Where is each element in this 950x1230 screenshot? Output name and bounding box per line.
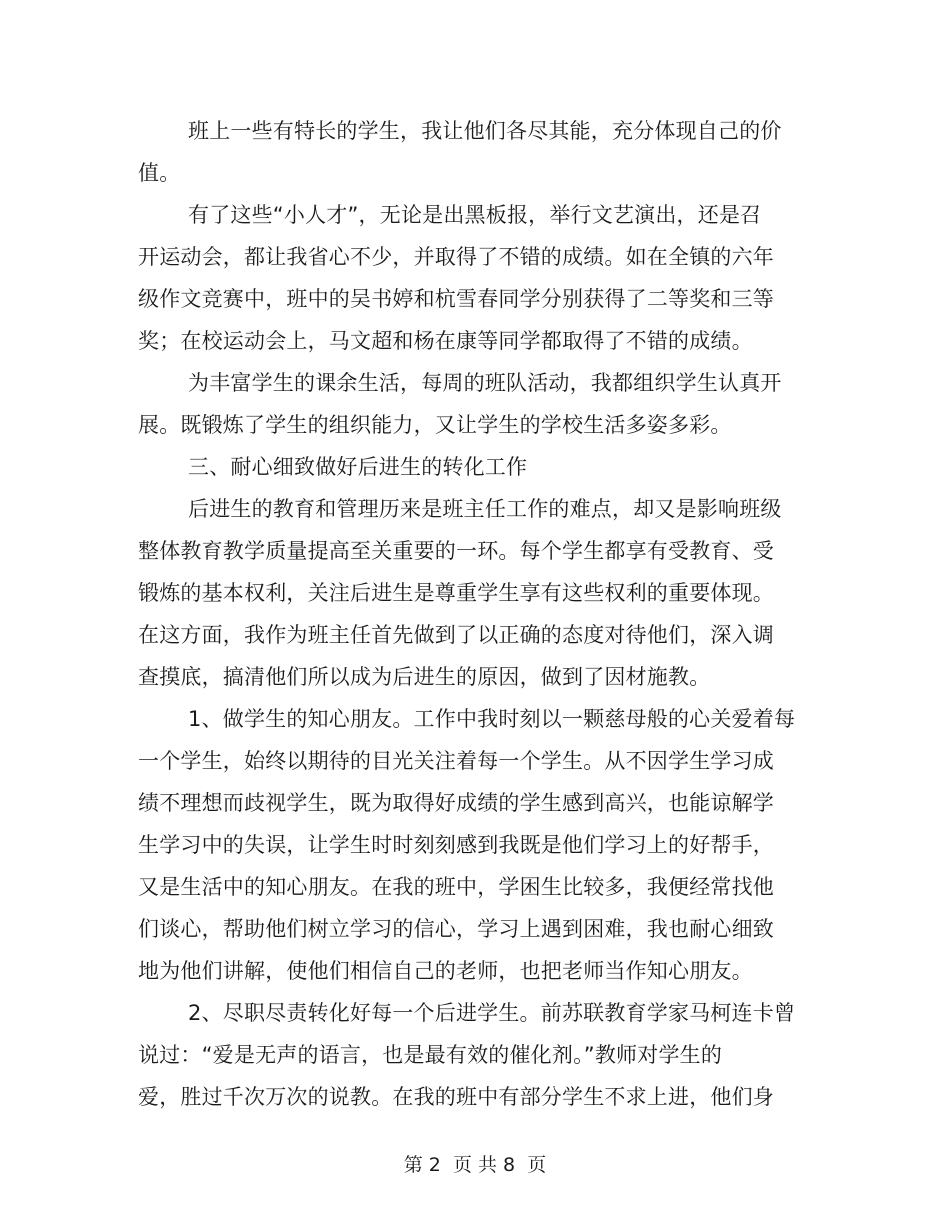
- text-line: 查摸底，搞清他们所以成为后进生的原因，做到了因材施教。: [138, 665, 711, 689]
- text-line: 1、做学生的知心朋友。工作中我时刻以一颗慈母般的心关爱着每: [188, 707, 796, 731]
- text-line: 在这方面，我作为班主任首先做到了以正确的态度对待他们，深入调: [138, 623, 774, 647]
- text-line: 开运动会，都让我省心不少，并取得了不错的成绩。如在全镇的六年: [138, 245, 774, 269]
- text-line: 级作文竞赛中，班中的吴书婷和杭雪春同学分别获得了二等奖和三等: [138, 287, 774, 311]
- text-line: 值。: [138, 161, 181, 185]
- text-line: 绩不理想而歧视学生，既为取得好成绩的学生感到高兴，也能谅解学: [138, 791, 774, 815]
- section-heading: 三、耐心细致做好后进生的转化工作: [188, 455, 528, 479]
- text-line: 生学习中的失误，让学生时时刻刻感到我既是他们学习上的好帮手，: [138, 833, 774, 857]
- text-line: 锻炼的基本权利，关注后进生是尊重学生享有这些权利的重要体现。: [138, 581, 774, 605]
- text-line: 爱，胜过千次万次的说教。在我的班中有部分学生不求上进，他们身: [138, 1085, 774, 1109]
- text-line: 奖；在校运动会上，马文超和杨在康等同学都取得了不错的成绩。: [138, 329, 753, 353]
- text-line: 2、尽职尽责转化好每一个后进学生。前苏联教育学家马柯连卡曾: [188, 1001, 796, 1025]
- text-line: 展。既锻炼了学生的组织能力，又让学生的学校生活多姿多彩。: [138, 413, 732, 437]
- text-line: 为丰富学生的课余生活，每周的班队活动，我都组织学生认真开: [188, 371, 782, 395]
- text-line: 地为他们讲解，使他们相信自己的老师，也把老师当作知心朋友。: [138, 959, 753, 983]
- page-number-footer: 第 2 页 共 8 页: [403, 1154, 547, 1176]
- text-line: 有了这些“小人才”，无论是出黑板报，举行文艺演出，还是召: [188, 203, 762, 227]
- body-text: [138, 110, 796, 1118]
- text-line: 们谈心，帮助他们树立学习的信心，学习上遇到困难，我也耐心细致: [138, 917, 774, 941]
- text-line: 整体教育教学质量提高至关重要的一环。每个学生都享有受教育、受: [138, 539, 774, 563]
- text-line: 班上一些有特长的学生，我让他们各尽其能，充分体现自己的价: [188, 119, 782, 143]
- text-line: 又是生活中的知心朋友。在我的班中，学困生比较多，我便经常找他: [138, 875, 774, 899]
- text-line: 说过：“爱是无声的语言，也是最有效的催化剂。”教师对学生的: [138, 1043, 723, 1067]
- text-line: 一个学生，始终以期待的目光关注着每一个学生。从不因学生学习成: [138, 749, 774, 773]
- text-line: 后进生的教育和管理历来是班主任工作的难点，却又是影响班级: [188, 497, 782, 521]
